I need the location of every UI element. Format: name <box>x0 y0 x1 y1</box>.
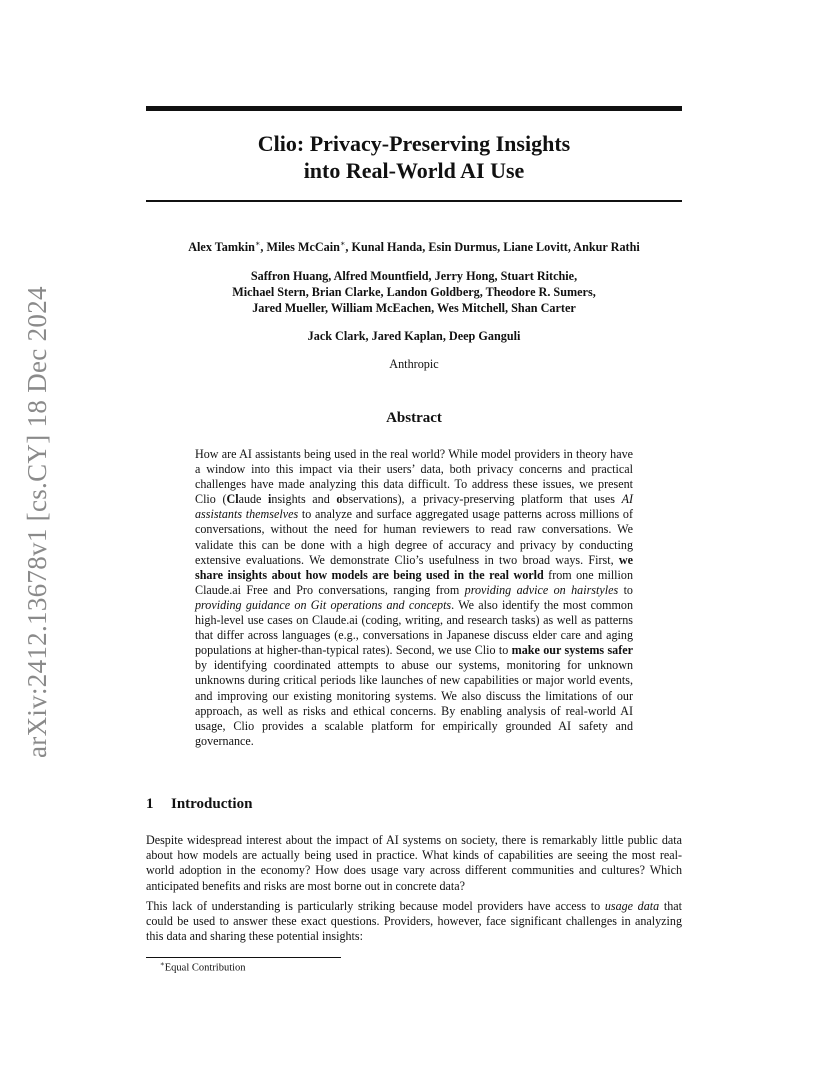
abstract-text: to analyze and surface aggregated usage patterns across millions of conversations, without the need for human reviewers to read raw conversations. We validate this can be done with a high degree of accuracy and privacy by conducting extensive evaluations. We demonstrate Clio’s usefulness in two broad ways. First, <box>195 507 633 567</box>
abstract-italic: providing guidance on Git operations and concepts <box>195 597 452 612</box>
abstract-text: to <box>618 582 633 597</box>
footnote <box>160 960 246 974</box>
abstract-text: from one million Claude.ai Free and Pro conversations, ranging from <box>195 567 633 597</box>
author-row-1: Alex Tamkin∗, Miles McCain∗, Kunal Handa, Esin Durmus, Liane Lovitt, Ankur Rathi <box>188 238 640 254</box>
author-row-4: Jared Mueller, William McEachen, Wes Mitchell, Shan Carter <box>252 301 576 315</box>
author-row-3: Michael Stern, Brian Clarke, Landon Goldberg, Theodore R. Sumers, <box>232 285 596 299</box>
title-top-rule <box>146 106 682 111</box>
abstract-italic: providing advice on hairstyles <box>464 582 619 597</box>
paragraph-text: that could be used to answer these exact questions. Providers, however, face significant challenges in analyzing this data and sharing these potential insights: <box>146 899 682 944</box>
abstract-bold: we share insights about how models are being used in the real world <box>195 552 633 582</box>
paper-title <box>146 130 682 184</box>
abstract-text: by identifying coordinated attempts to abuse our systems, monitoring for unknown unknowns during critical periods like launches of new capabilities or major world events, and improving our existing monitoring systems. We also discuss the limitations of our approach, as well as risks and ethical concerns. By enabling analysis of real-world AI usage, Clio provides a scalable platform for empirically grounded AI safety and governance. <box>195 658 633 748</box>
author-list-group-2 <box>146 268 682 316</box>
abstract-emphasis: o <box>336 492 343 507</box>
title-bottom-rule <box>146 200 682 202</box>
intro-paragraph-2 <box>146 899 682 945</box>
abstract-emphasis: i <box>268 492 272 507</box>
abstract-italic: AI assistants themselves <box>195 492 633 522</box>
paper-title-line-1: Clio: Privacy-Preserving Insights <box>257 131 571 156</box>
equal-contribution-marker: ∗ <box>254 238 261 248</box>
abstract-bold: make our systems safer <box>511 643 633 658</box>
author-name: Miles McCain <box>266 240 340 254</box>
section-number: 1 <box>146 796 154 812</box>
equal-contribution-marker: ∗ <box>339 238 346 248</box>
abstract-heading: Abstract <box>386 410 442 426</box>
footnote-rule <box>146 957 341 958</box>
paragraph-text: This lack of understanding is particularly striking because model providers have access to <box>146 899 605 913</box>
abstract-text: bservations), a privacy-preserving platform that uses <box>342 492 622 507</box>
section-title: Introduction <box>171 796 253 812</box>
author-list-group-3 <box>146 328 682 344</box>
author-names: Kunal Handa, Esin Durmus, Liane Lovitt, Ankur Rathi <box>348 240 640 254</box>
affiliation: Anthropic <box>389 357 439 371</box>
abstract-text: nsights and <box>271 492 337 507</box>
paper-title-line-2: into Real-World AI Use <box>303 158 525 183</box>
intro-paragraph-1: Despite widespread interest about the impact of AI systems on society, there is remarkably little public data about how models are actually being used in practice. What kinds of capabilities are seeing the most real-world adoption in the economy? How does usage vary across different communities and cultures? Which anticipated benefits and risks are most borne out in concrete data? <box>146 833 682 893</box>
footnote-text: Equal Contribution <box>164 962 246 974</box>
paragraph-italic: usage data <box>604 899 660 913</box>
arxiv-identifier-text: arXiv:2412.13678v1 [cs.CY] 18 Dec 2024 <box>22 286 52 758</box>
author-name: Alex Tamkin <box>188 240 255 254</box>
author-row-2: Saffron Huang, Alfred Mountfield, Jerry Hong, Stuart Ritchie, <box>250 269 578 283</box>
author-list-group-1 <box>146 239 682 255</box>
abstract-body <box>195 447 633 749</box>
abstract-text: . We also identify the most common high-level use cases on Claude.ai (coding, writing, and research tasks) as well as patterns that differ across languages (e.g., conversations in Japanese discuss elder care and aging populations at higher-than-typical rates). Second, we use Clio to <box>195 597 633 658</box>
abstract-text: aude <box>238 492 269 507</box>
abstract-emphasis: Cl <box>226 492 239 507</box>
footnote-marker: ∗ <box>160 960 165 968</box>
author-row-5: Jack Clark, Jared Kaplan, Deep Ganguli <box>307 329 521 343</box>
section-heading-introduction <box>146 796 682 813</box>
abstract-text: How are AI assistants being used in the real world? While model providers in theory have a window into this impact via their users’ data, both privacy concerns and practical challenges have made analyzing this data difficult. To address these issues, we present Clio ( <box>195 447 633 507</box>
